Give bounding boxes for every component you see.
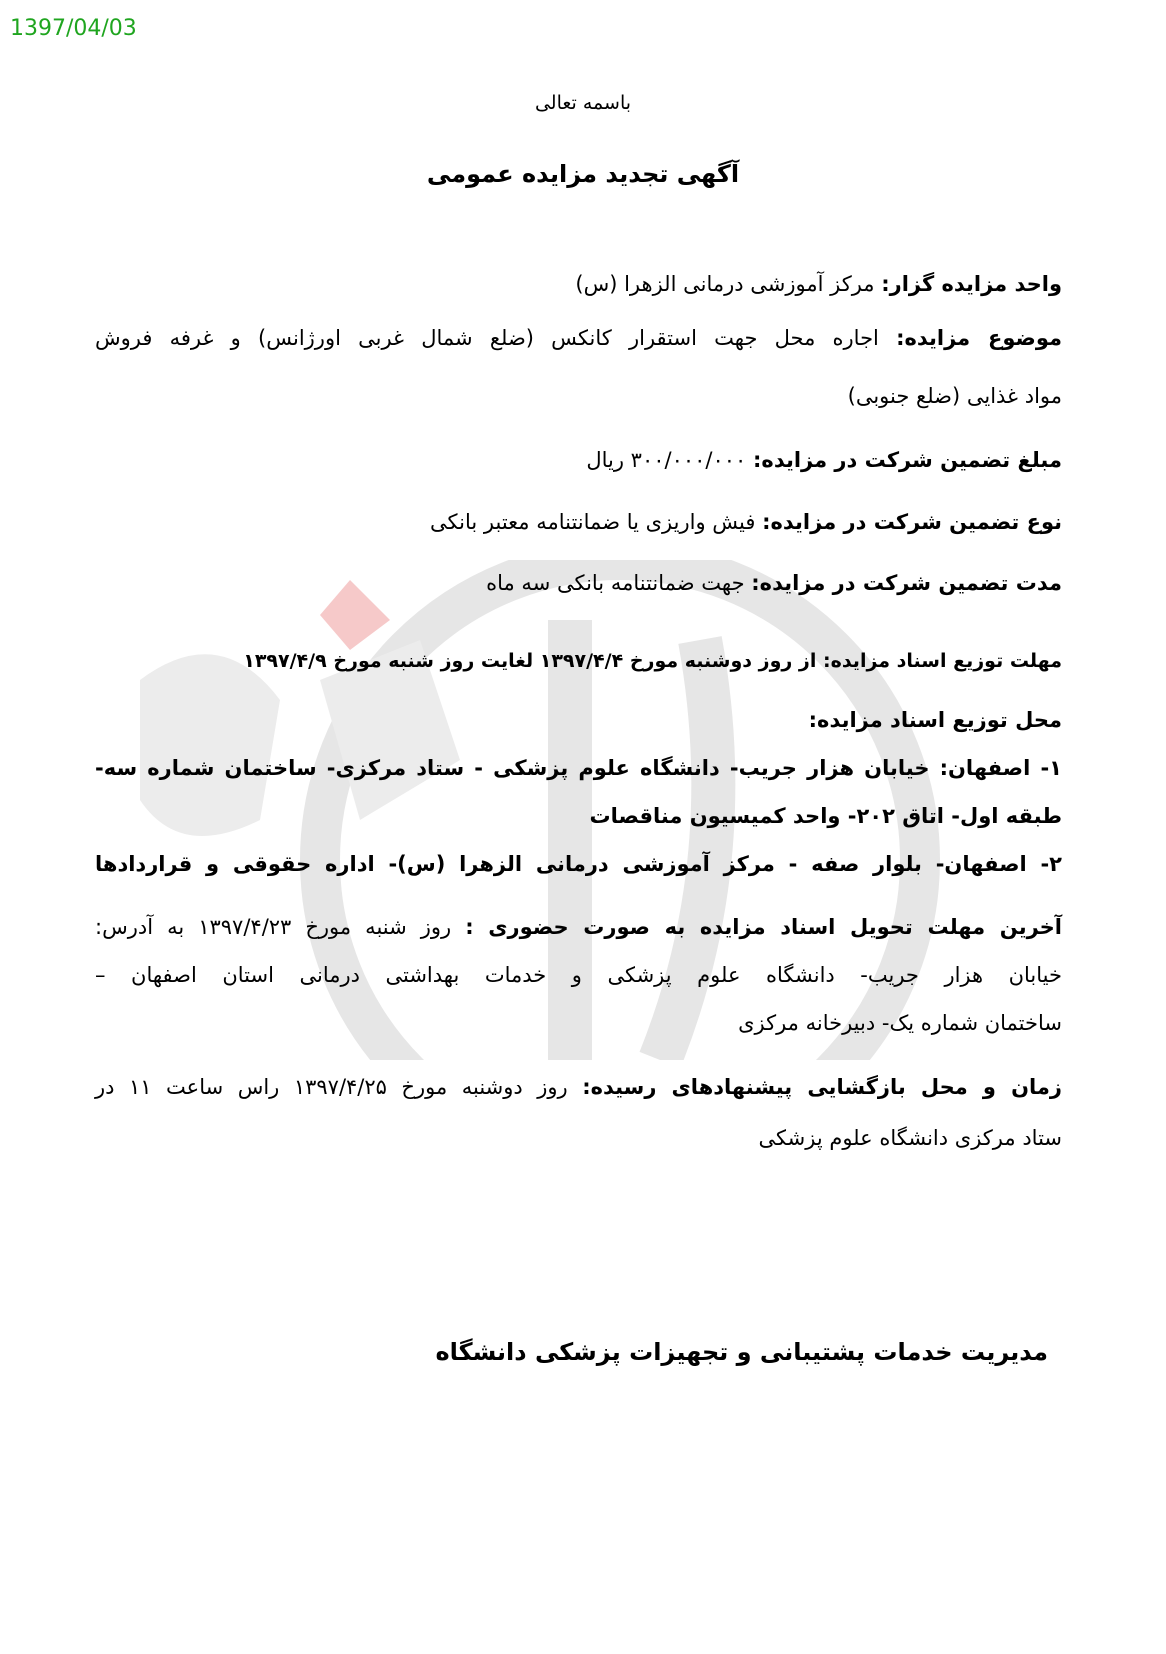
submission-address-cont: ساختمان شماره یک- دبیرخانه مرکزی [738, 1011, 1062, 1035]
field-guarantee-type: نوع تضمین شرکت در مزایده: فیش واریزی یا ضمانتنامه معتبر بانکی [430, 510, 1062, 534]
field-distribution-place: محل توزیع اسناد مزایده: [808, 708, 1062, 732]
signature: مدیریت خدمات پشتیبانی و تجهیزات پزشکی دانشگاه [435, 1338, 1048, 1366]
field-guarantee-duration: مدت تضمین شرکت در مزایده: جهت ضمانتنامه بانکی سه ماه [486, 571, 1062, 595]
place-1: ۱- اصفهان: خیابان هزار جریب- دانشگاه علوم پزشکی - ستاد مرکزی- ساختمان شماره سه- [95, 756, 1062, 780]
field-subject: موضوع مزایده: اجاره محل جهت استقرار کانکس (ضلع شمال غربی اورژانس) و غرفه فروش [95, 326, 1062, 350]
opening-cont: ستاد مرکزی دانشگاه علوم پزشکی [758, 1126, 1062, 1150]
submission-address: خیابان هزار جریب- دانشگاه علوم پزشکی و خدمات بهداشتی درمانی استان اصفهان – [95, 963, 1062, 987]
field-auctioneer: واحد مزایده گزار: مرکز آموزشی درمانی الزهرا (س) [575, 272, 1062, 296]
page-title: آگهی تجدید مزایده عمومی [426, 160, 740, 188]
field-opening: زمان و محل بازگشایی پیشنهادهای رسیده: روز دوشنبه مورخ ۱۳۹۷/۴/۲۵ راس ساعت ۱۱ در [95, 1075, 1063, 1099]
field-guarantee-amount: مبلغ تضمین شرکت در مزایده: ۳۰۰/۰۰۰/۰۰۰ ریال [586, 448, 1062, 472]
place-1-cont: طبقه اول- اتاق ۲۰۲- واحد کمیسیون مناقصات [589, 804, 1062, 828]
date-stamp: 1397/04/03 [10, 16, 137, 41]
field-distribution-deadline: مهلت توزیع اسناد مزایده: از روز دوشنبه مورخ ۱۳۹۷/۴/۴ لغایت روز شنبه مورخ ۱۳۹۷/۴/۹ [243, 650, 1062, 672]
place-2: ۲- اصفهان- بلوار صفه - مرکز آموزشی درمانی الزهرا (س)- اداره حقوقی و قراردادها [95, 852, 1062, 876]
field-submission-deadline: آخرین مهلت تحویل اسناد مزایده به صورت حضوری : روز شنبه مورخ ۱۳۹۷/۴/۲۳ به آدرس: [95, 915, 1062, 939]
basmala: باسمه تعالی [534, 92, 632, 114]
field-subject-cont: مواد غذایی (ضلع جنوبی) [847, 384, 1062, 408]
